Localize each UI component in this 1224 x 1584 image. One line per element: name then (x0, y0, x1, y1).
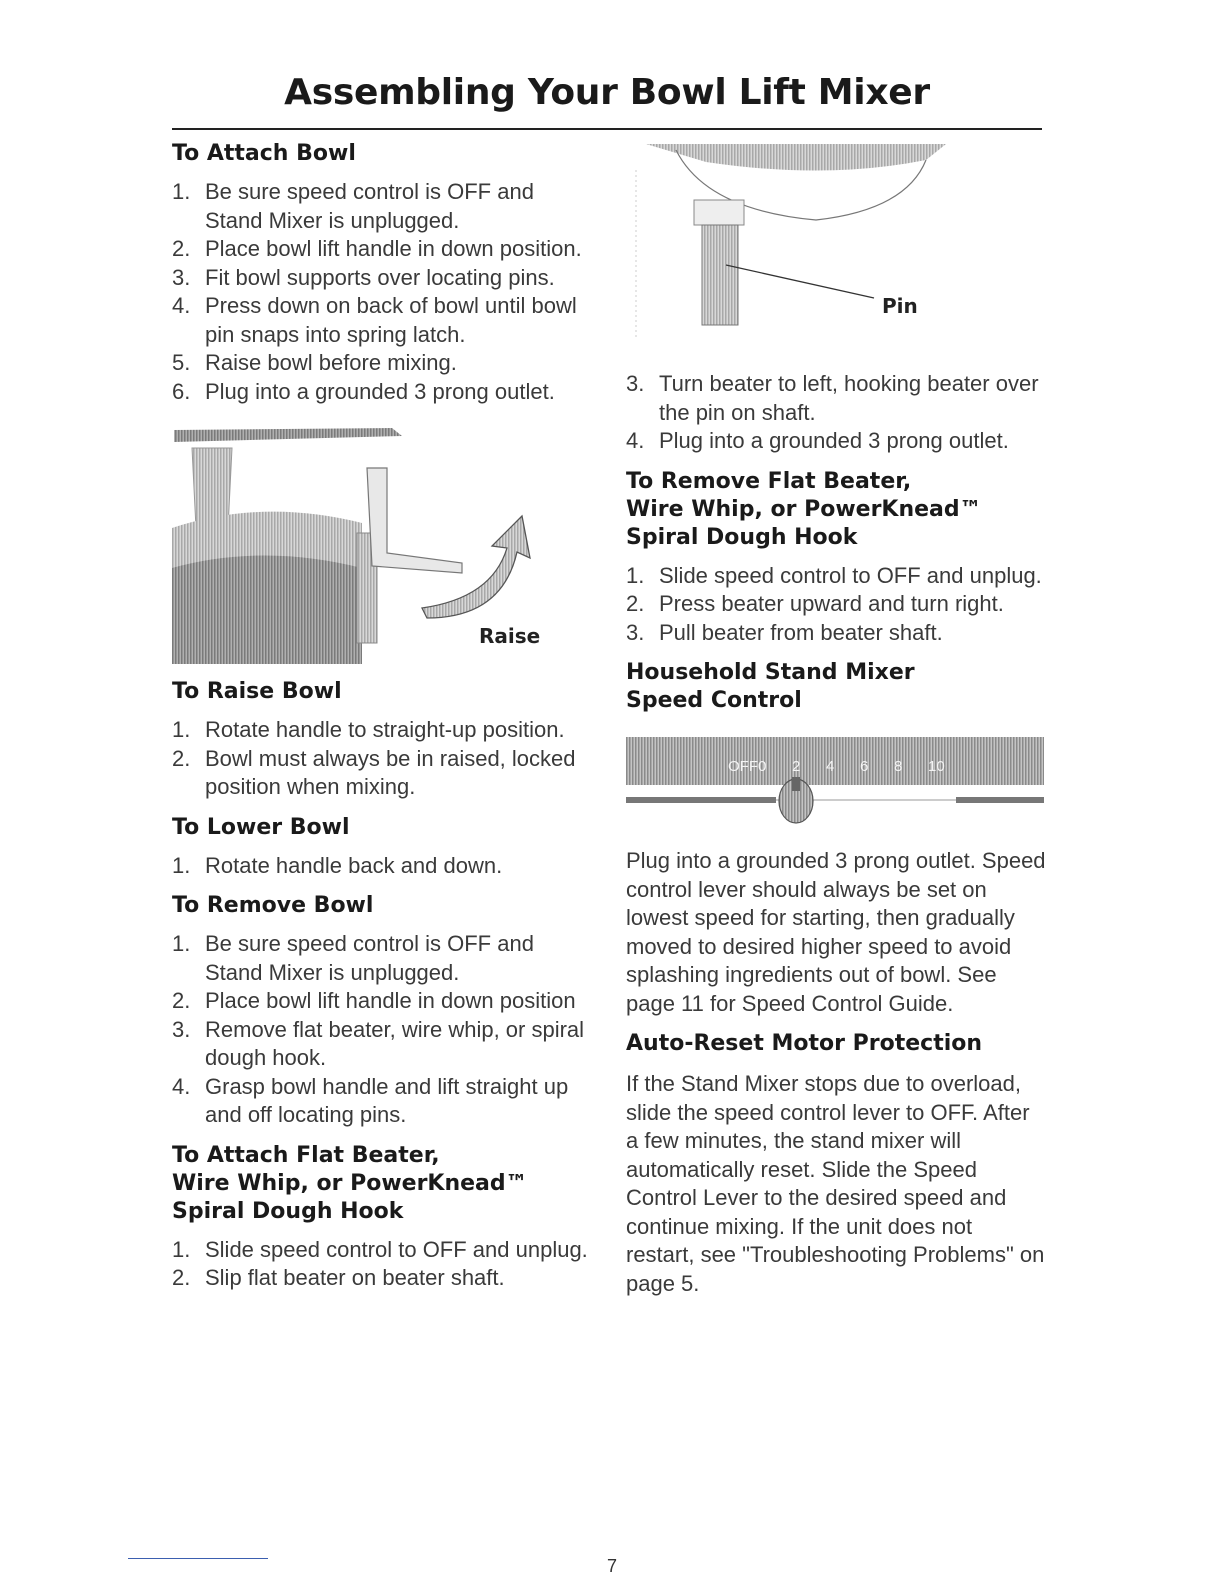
step-text: Fit bowl supports over locating pins. (205, 264, 555, 290)
page-title: Assembling Your Bowl Lift Mixer (284, 72, 930, 113)
list-item (626, 590, 1046, 619)
list-item (626, 619, 1046, 648)
step-number: 2. (172, 1265, 191, 1290)
step-text: Bowl must always be in raised, locked position when mixing. (205, 745, 576, 799)
list-item (172, 292, 592, 349)
speed-control-illustration (626, 737, 1046, 827)
step-number: 1. (172, 852, 191, 878)
speed-control-heading (626, 659, 1046, 715)
raise-bowl-heading: To Raise Bowl (172, 679, 342, 704)
pin-label: Pin (882, 294, 918, 318)
remove-beater-heading (626, 468, 1046, 552)
speed-scale-label: 6 (860, 758, 869, 775)
step-text: Plug into a grounded 3 prong outlet. (205, 378, 555, 404)
step-number: 1. (626, 562, 645, 588)
step-text: Slip flat beater on beater shaft. (205, 1265, 505, 1290)
step-number: 3. (626, 371, 645, 396)
step-number: 1. (172, 179, 191, 204)
speed-scale-label: 2 (792, 758, 801, 775)
list-item (172, 1264, 592, 1293)
raise-bowl-steps (172, 716, 592, 802)
step-number: 1. (172, 717, 191, 742)
speed-control-lever-drawing (626, 737, 1046, 827)
raise-bowl-section (172, 678, 592, 802)
speed-scale-label: 8 (894, 758, 903, 775)
step-text: Rotate handle back and down. (205, 852, 503, 878)
step-text: Pull beater from beater shaft. (659, 619, 943, 645)
step-text: Slide speed control to OFF and unplug. (205, 1236, 588, 1262)
remove-beater-heading-line: Wire Whip, or PowerKnead™ (626, 496, 982, 522)
step-text: Press down on back of bowl until bowl pin snaps into spring latch. (205, 293, 577, 347)
title-divider (172, 128, 1042, 130)
list-item (172, 349, 592, 378)
list-item (626, 562, 1046, 591)
step-number: 2. (626, 591, 645, 616)
speed-control-body: Plug into a grounded 3 prong outlet. Speed control lever should always be set on lowest speed for starting, then gradually moved to desired higher speed to avoid splashing ingredients out of bowl. See page 11 for Speed Control Guide. (626, 848, 1046, 1016)
speed-control-heading-line: Speed Control (626, 688, 802, 713)
attach-beater-section (172, 1142, 592, 1293)
step-number: 4. (626, 428, 645, 453)
remove-beater-heading-line: To Remove Flat Beater, (626, 468, 912, 494)
list-item (172, 1016, 592, 1073)
speed-control-heading-line: Household Stand Mixer (626, 660, 915, 685)
step-text: Place bowl lift handle in down position. (205, 236, 582, 261)
step-text: Turn beater to left, hooking beater over the pin on shaft. (659, 371, 1039, 425)
speed-scale-label: OFF (728, 758, 758, 775)
step-text: Place bowl lift handle in down position (205, 988, 576, 1013)
step-text: Slide speed control to OFF and unplug. (659, 562, 1042, 588)
step-number: 2. (172, 236, 191, 261)
step-text: Be sure speed control is OFF and Stand Mixer is unplugged. (205, 179, 534, 233)
page-number: 7 (606, 1556, 617, 1576)
attach-beater-steps-right (626, 370, 1046, 456)
step-number: 4. (172, 1073, 191, 1099)
attach-bowl-steps (172, 178, 592, 406)
speed-scale-label: 10 (928, 758, 945, 775)
step-number: 3. (172, 1016, 191, 1042)
attach-beater-steps-left (172, 1236, 592, 1293)
step-number: 3. (172, 264, 191, 290)
list-item (626, 427, 1046, 456)
lower-bowl-steps (172, 852, 592, 881)
raise-label: Raise (479, 624, 541, 648)
step-number: 4. (172, 293, 191, 318)
left-column (172, 140, 592, 1293)
step-text: Press beater upward and turn right. (659, 591, 1004, 616)
step-text: Plug into a grounded 3 prong outlet. (659, 428, 1009, 453)
list-item (172, 235, 592, 264)
remove-bowl-heading: To Remove Bowl (172, 893, 374, 918)
attach-beater-heading-line: Spiral Dough Hook (172, 1198, 404, 1224)
remove-beater-heading-line: Spiral Dough Hook (626, 524, 858, 550)
step-text: Remove flat beater, wire whip, or spiral dough hook. (205, 1016, 585, 1070)
attach-beater-heading-line: Wire Whip, or PowerKnead™ (172, 1170, 528, 1196)
lower-bowl-section (172, 814, 592, 881)
list-item (626, 370, 1046, 427)
beater-shaft-pin-drawing (626, 140, 966, 360)
attach-beater-heading-line: To Attach Flat Beater, (172, 1142, 440, 1168)
step-number: 5. (172, 350, 191, 375)
attach-bowl-heading: To Attach Bowl (172, 141, 356, 166)
list-item (172, 716, 592, 745)
speed-scale-label: 4 (826, 758, 835, 775)
beater-pin-illustration (626, 140, 966, 360)
speed-scale-label: 0 (758, 758, 767, 775)
step-number: 1. (172, 1236, 191, 1262)
list-item (172, 930, 592, 987)
raise-bowl-illustration (172, 428, 552, 666)
step-number: 1. (172, 931, 191, 956)
step-text: Grasp bowl handle and lift straight up and off locating pins. (205, 1073, 569, 1127)
attach-beater-heading (172, 1142, 592, 1226)
speed-control-section (626, 659, 1046, 1018)
step-number: 2. (172, 988, 191, 1013)
attach-bowl-section (172, 140, 592, 406)
auto-reset-heading: Auto-Reset Motor Protection (626, 1031, 983, 1056)
remove-bowl-section (172, 892, 592, 1130)
list-item (172, 264, 592, 293)
step-text: Raise bowl before mixing. (205, 350, 457, 375)
remove-bowl-steps (172, 930, 592, 1130)
remove-beater-steps (626, 562, 1046, 648)
lower-bowl-heading: To Lower Bowl (172, 814, 350, 840)
step-text: Be sure speed control is OFF and Stand Mixer is unplugged. (205, 931, 534, 985)
list-item (172, 1236, 592, 1265)
list-item (172, 987, 592, 1016)
remove-beater-section (626, 468, 1046, 648)
right-column (626, 140, 1046, 1298)
list-item (172, 178, 592, 235)
step-number: 6. (172, 378, 191, 404)
list-item (172, 378, 592, 407)
list-item (172, 1073, 592, 1130)
step-number: 3. (626, 619, 645, 645)
auto-reset-body: If the Stand Mixer stops due to overload, slide the speed control lever to OFF. After a few minutes, the stand mixer will automatically reset. Slide the Speed Control Lever to the desired speed and continue mixing. If the unit does not restart, see "Troubleshooting Problems" on page 5. (626, 1071, 1045, 1296)
step-number: 2. (172, 745, 191, 771)
list-item (172, 745, 592, 802)
step-text: Rotate handle to straight-up position. (205, 717, 565, 742)
auto-reset-section (626, 1030, 1046, 1298)
list-item (172, 852, 592, 881)
